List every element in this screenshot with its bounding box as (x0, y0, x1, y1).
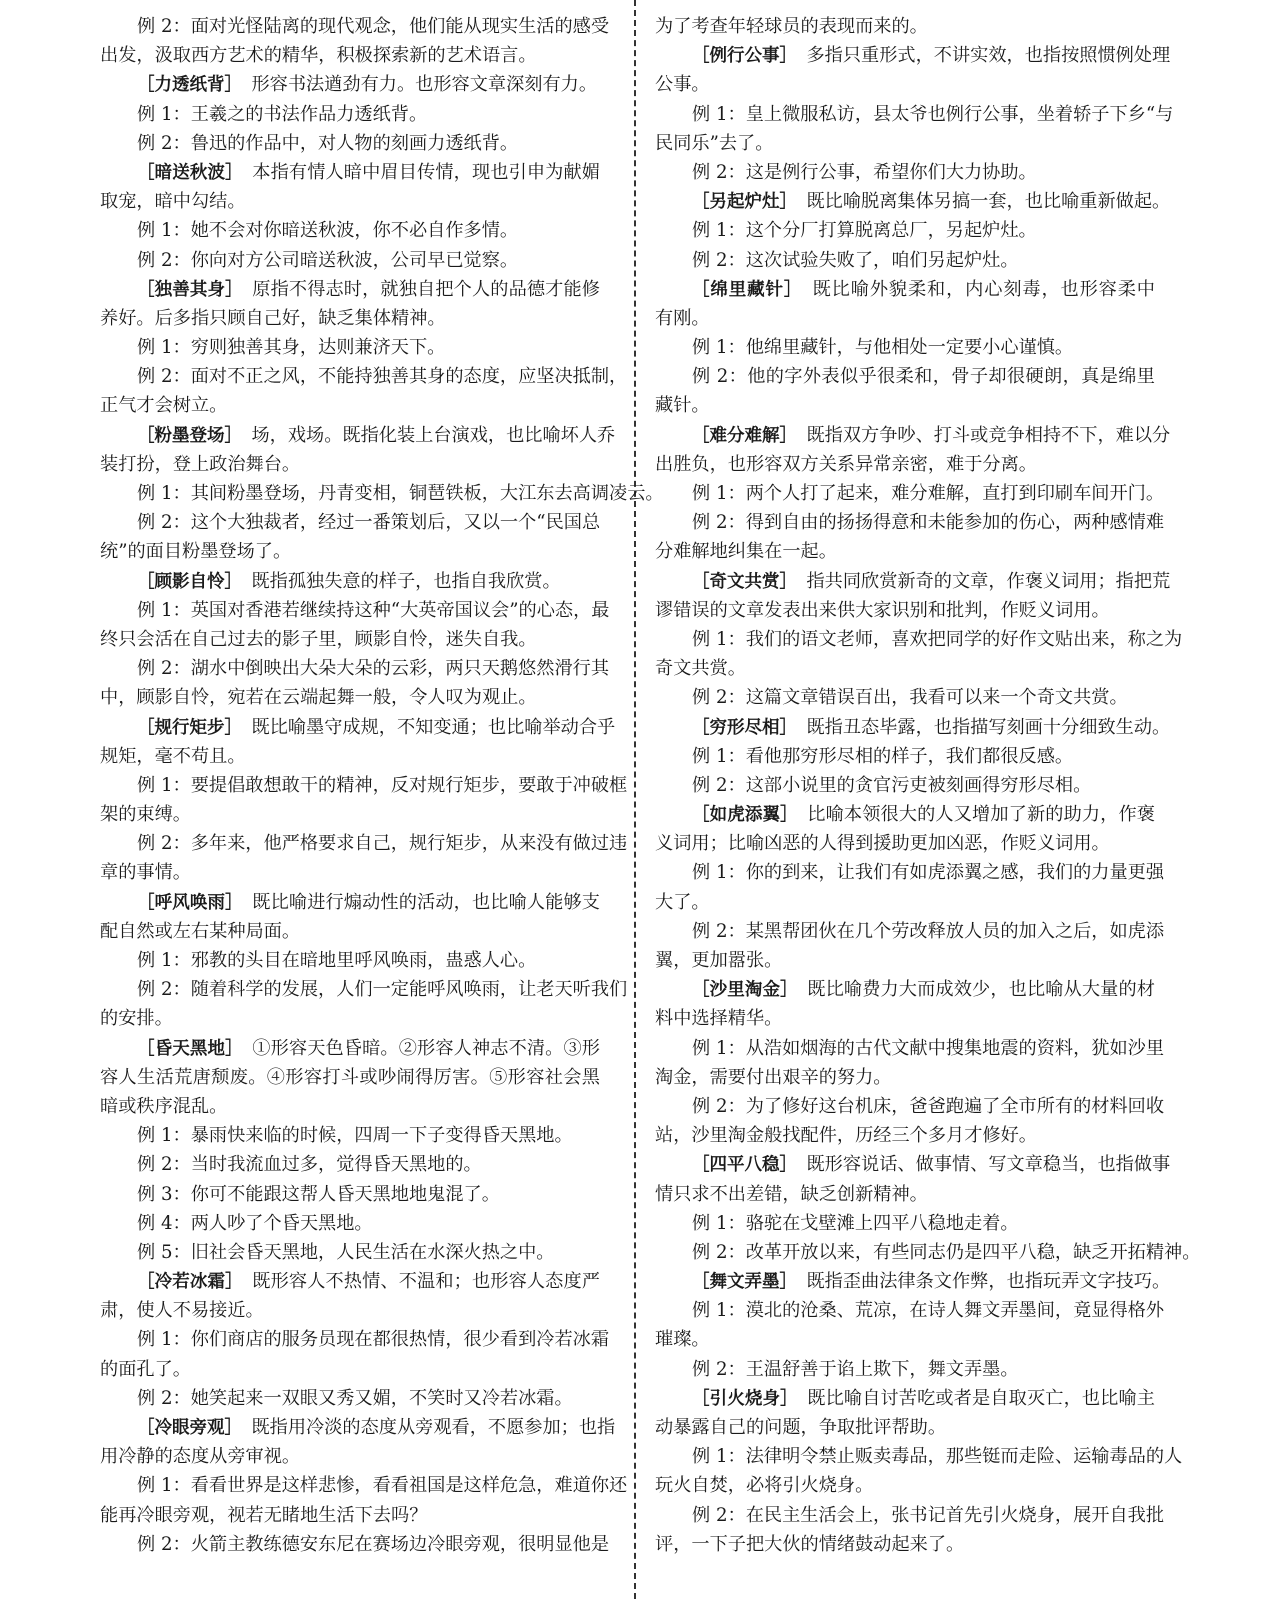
text-line (100, 975, 628, 1004)
line-text: 例 2：面对不正之风，不能持独善其身的态度，应坚决抵制， (137, 366, 628, 388)
line-text: 例 2：某黑帮团伙在几个劳改释放人员的加入之后，如虎添 (692, 920, 1165, 942)
text-line (100, 1413, 616, 1442)
text-line (100, 41, 600, 70)
text-line (100, 1325, 610, 1354)
line-text: 既比喻进行煽动性的活动，也比喻人能够支 (233, 891, 600, 913)
text-line (655, 450, 1155, 479)
line-text: 指共同欣赏新奇的文章，作褒义词用；指把荒 (788, 570, 1171, 592)
text-line (100, 1384, 600, 1413)
line-text: 璀璨。 (655, 1329, 710, 1351)
line-text: 大了。 (655, 891, 710, 913)
text-line (100, 421, 616, 450)
text-line (100, 537, 600, 566)
line-text: 形容书法遒劲有力。也形容文章深刻有力。 (233, 74, 598, 96)
text-line (655, 129, 1155, 158)
left-column (100, 12, 664, 1559)
line-text: 例 1：我们的语文老师，喜欢把同学的好作文贴出来，称之为 (692, 628, 1183, 650)
line-text: 例 1：看他那穷形尽相的样子，我们都很反感。 (692, 745, 1074, 767)
line-text: 例 2：多年来，他严格要求自己，规行矩步，从来没有做过违 (137, 833, 628, 855)
idiom-headword: ［引火烧身］ (692, 1388, 789, 1409)
text-line (655, 70, 1155, 99)
line-text: 规矩，毫不苟且。 (100, 745, 246, 767)
idiom-headword: ［如虎添翼］ (692, 805, 789, 826)
line-text: 为了考查年轻球员的表现而来的。 (655, 16, 928, 37)
text-line (655, 187, 1171, 216)
line-text: 既指用冷淡的态度从旁观看，不愿参加；也指 (233, 1417, 616, 1438)
text-line (655, 917, 1165, 946)
text-line (100, 1296, 600, 1325)
text-line (100, 596, 610, 625)
idiom-headword: ［顾影自怜］ (137, 571, 234, 592)
line-text: 例 1：穷则独善其身，达则兼济天下。 (137, 337, 446, 359)
line-text: 例 2：王温舒善于谄上欺下，舞文弄墨。 (692, 1358, 1019, 1380)
idiom-headword: ［呼风唤雨］ (137, 892, 234, 913)
text-line (655, 946, 1155, 975)
line-text: 取宠，暗中勾结。 (100, 191, 246, 213)
idiom-headword: ［冷若冰霜］ (137, 1272, 234, 1293)
line-text: 既形容说话、做事情、写文章稳当，也指做事 (788, 1154, 1171, 1176)
line-text: 公事。 (655, 74, 710, 96)
text-line (100, 70, 600, 99)
text-line (100, 1355, 600, 1384)
line-text: 出胜负，也形容双方关系异常亲密，难于分离。 (655, 453, 1037, 475)
line-text: 统”的面目粉墨登场了。 (100, 541, 292, 563)
text-line (100, 1121, 600, 1150)
line-text: 例 4：两人吵了个昏天黑地。 (137, 1212, 373, 1234)
text-line (655, 742, 1155, 771)
line-text: 多指只重形式，不讲实效，也指按照惯例处理 (788, 45, 1171, 67)
text-line (100, 654, 610, 683)
text-line (655, 596, 1155, 625)
text-line (655, 1501, 1165, 1530)
text-line (655, 421, 1171, 450)
idiom-headword: ［冷眼旁观］ (137, 1418, 234, 1438)
text-line (655, 1092, 1165, 1121)
line-text: 本指有情人暗中眉目传情，现也引申为献媚 (233, 161, 600, 183)
line-text: 例 2：面对光怪陆离的现代观念，他们能从现实生活的感受 (137, 16, 610, 37)
line-text: 暗或秩序混乱。 (100, 1095, 228, 1117)
line-text: 既指歪曲法律条文作弊，也指玩弄文字技巧。 (788, 1271, 1171, 1293)
idiom-headword: ［绵里藏针］ (692, 279, 794, 300)
text-line (100, 800, 600, 829)
text-line (655, 1150, 1171, 1179)
line-text: 动暴露自己的问题，争取批评帮助。 (655, 1417, 947, 1438)
text-line (655, 1209, 1155, 1238)
text-line (655, 1355, 1155, 1384)
text-line (655, 1530, 1155, 1559)
text-line (100, 1034, 600, 1063)
line-text: 既指孤独失意的样子，也指自我欣赏。 (233, 570, 561, 592)
text-line (100, 625, 600, 654)
text-line (100, 246, 600, 275)
text-line (655, 333, 1155, 362)
line-text: 例 2：这是例行公事，希望你们大力协助。 (692, 161, 1037, 183)
line-text: 例 2：这次试验失败了，咱们另起炉灶。 (692, 249, 1019, 271)
text-line (100, 917, 600, 946)
line-text: 能再冷眼旁观，视若无睹地生活下去吗？ (100, 1504, 428, 1526)
line-text: 玩火自焚，必将引火烧身。 (655, 1475, 874, 1497)
line-text: 例 2：鲁迅的作品中，对人物的刻画力透纸背。 (137, 132, 519, 154)
text-line (655, 41, 1171, 70)
idiom-headword: ［独善其身］ (137, 279, 234, 300)
line-text: 章的事情。 (100, 862, 191, 884)
text-line (655, 713, 1171, 742)
text-line (655, 829, 1155, 858)
line-text: 例 5：旧社会昏天黑地，人民生活在水深火热之中。 (137, 1241, 555, 1263)
line-text: 例 2：火箭主教练德安东尼在赛场边冷眼旁观，很明显他是 (137, 1533, 610, 1555)
text-line (100, 1004, 600, 1033)
line-text: 例 2：随着科学的发展，人们一定能呼风唤雨，让老天听我们 (137, 979, 628, 1001)
line-text: 分难解地纠集在一起。 (655, 541, 837, 563)
line-text: 例 1：看看世界是这样悲惨，看看祖国是这样危急，难道你还 (137, 1475, 628, 1497)
line-text: 料中选择精华。 (655, 1008, 783, 1030)
line-text: 例 1：两个人打了起来，难分难解，直打到印刷车间开门。 (692, 483, 1165, 504)
text-line (655, 1180, 1155, 1209)
line-text: 既比喻自讨苦吃或者是自取灭亡，也比喻主 (788, 1387, 1155, 1409)
line-text: 例 2：为了修好这台机床，爸爸跑遍了全市所有的材料回收 (692, 1095, 1165, 1117)
line-text: 容人生活荒唐颓废。④形容打斗或吵闹得厉害。⑤形容社会黑 (100, 1066, 600, 1088)
text-line (100, 216, 600, 245)
text-line (655, 1413, 1155, 1442)
line-text: 场，戏场。既指化装上台演戏，也比喻坏人乔 (233, 424, 616, 446)
text-line (100, 1063, 600, 1092)
line-text: 例 1：她不会对你暗送秋波，你不必自作多情。 (137, 220, 519, 242)
line-text: 例 2：这个大独裁者，经过一番策划后，又以一个“民国总 (137, 512, 601, 534)
text-line (100, 1092, 600, 1121)
text-line (655, 1267, 1171, 1296)
text-line (100, 1530, 610, 1559)
line-text: 例 1：王羲之的书法作品力透纸背。 (137, 103, 428, 125)
line-text: 评，一下子把大伙的情绪鼓动起来了。 (655, 1533, 965, 1555)
text-line (655, 12, 1155, 41)
line-text: 藏针。 (655, 395, 710, 417)
line-text: 谬错误的文章发表出来供大家识别和批判，作贬义词用。 (655, 599, 1110, 621)
text-line (655, 1034, 1165, 1063)
idiom-headword: ［四平八稳］ (692, 1155, 789, 1176)
text-line (100, 1209, 600, 1238)
line-text: 的面孔了。 (100, 1358, 191, 1380)
idiom-headword: ［舞文弄墨］ (692, 1272, 789, 1293)
line-text: 的安排。 (100, 1008, 173, 1030)
text-line (100, 100, 600, 129)
text-line (655, 391, 1155, 420)
line-text: 情只求不出差错，缺乏创新精神。 (655, 1183, 928, 1205)
text-line (655, 800, 1155, 829)
line-text: 既比喻费力大而成效少，也比喻从大量的材 (788, 979, 1155, 1001)
line-text: 例 2：他的字外表似乎很柔和，骨子却很硬朗，真是绵里 (692, 366, 1155, 388)
text-line (655, 625, 1183, 654)
line-text: 例 1：从浩如烟海的古代文献中搜集地震的资料，犹如沙里 (692, 1037, 1165, 1059)
text-line (100, 1267, 600, 1296)
right-column (655, 12, 1201, 1559)
line-text: 装打扮，登上政治舞台。 (100, 453, 301, 475)
text-line (100, 158, 600, 187)
line-text: 原指不得志时，就独自把个人的品德才能修 (233, 278, 600, 300)
text-line (100, 858, 600, 887)
line-text: 例 2：你向对方公司暗送秋波，公司早已觉察。 (137, 249, 519, 271)
line-text: 既比喻外貌柔和，内心刻毒，也形容柔中 (793, 278, 1155, 300)
text-line (100, 742, 600, 771)
text-line (655, 771, 1155, 800)
idiom-headword: ［昏天黑地］ (137, 1038, 234, 1059)
line-text: 中，顾影自怜，宛若在云端起舞一般，令人叹为观止。 (100, 687, 537, 709)
text-line (655, 1238, 1201, 1267)
text-line (655, 216, 1155, 245)
text-line (655, 654, 1155, 683)
line-text: 例 1：骆驼在戈壁滩上四平八稳地走着。 (692, 1212, 1019, 1234)
line-text: 出发，汲取西方艺术的精华，积极探索新的艺术语言。 (100, 45, 537, 67)
line-text: 正气才会树立。 (100, 395, 228, 417)
idiom-headword: ［穷形尽相］ (692, 717, 789, 738)
line-text: ①形容天色昏暗。②形容人神志不清。③形 (233, 1037, 600, 1059)
idiom-headword: ［力透纸背］ (137, 75, 234, 96)
line-text: 例 2：她笑起来一双眼又秀又媚，不笑时又冷若冰霜。 (137, 1387, 573, 1409)
idiom-headword: ［规行矩步］ (137, 717, 234, 738)
text-line (100, 1180, 600, 1209)
text-line (100, 450, 600, 479)
text-line (655, 1384, 1155, 1413)
line-text: 例 1：漠北的沧桑、荒凉，在诗人舞文弄墨间，竟显得格外 (692, 1300, 1165, 1322)
text-line (100, 508, 600, 537)
text-line (100, 946, 600, 975)
text-line (655, 362, 1155, 391)
text-line (100, 683, 600, 712)
text-line (655, 304, 1155, 333)
line-text: 肃，使人不易接近。 (100, 1300, 264, 1322)
text-line (100, 391, 600, 420)
line-text: 例 1：皇上微服私访，县太爷也例行公事，坐着轿子下乡“与 (692, 103, 1174, 125)
line-text: 例 1：这个分厂打算脱离总厂，另起炉灶。 (692, 220, 1037, 242)
text-line (100, 479, 664, 508)
line-text: 终只会活在自己过去的影子里，顾影自怜，迷失自我。 (100, 628, 537, 650)
line-text: 比喻本领很大的人又增加了新的助力，作褒 (788, 804, 1155, 826)
text-line (655, 683, 1155, 712)
line-text: 例 2：改革开放以来，有些同志仍是四平八稳，缺乏开拓精神。 (692, 1241, 1201, 1263)
idiom-headword: ［暗送秋波］ (137, 162, 234, 183)
text-line (100, 129, 600, 158)
line-text: 例 1：他绵里藏针，与他相处一定要小心谨慎。 (692, 337, 1074, 359)
text-line (655, 888, 1155, 917)
text-line (655, 1325, 1155, 1354)
line-text: 有刚。 (655, 307, 710, 329)
line-text: 例 1：英国对香港若继续持这种“大英帝国议会”的心态，最 (137, 599, 610, 621)
idiom-headword: ［难分难解］ (692, 425, 789, 446)
text-line (100, 333, 600, 362)
line-text: 架的束缚。 (100, 804, 191, 826)
line-text: 例 2：湖水中倒映出大朵大朵的云彩，两只天鹅悠然滑行其 (137, 658, 610, 680)
text-line (100, 1150, 600, 1179)
line-text: 例 2：当时我流血过多，觉得昏天黑地的。 (137, 1154, 482, 1176)
text-line (100, 1442, 600, 1471)
text-line (100, 713, 616, 742)
text-line (100, 187, 600, 216)
line-text: 既比喻脱离集体另搞一套，也比喻重新做起。 (788, 191, 1171, 213)
line-text: 例 1：其间粉墨登场，丹青变相，铜琶铁板，大江东去高调凌云。 (137, 483, 664, 504)
line-text: 例 2：得到自由的扬扬得意和未能参加的伤心，两种感情难 (692, 512, 1165, 534)
text-line (100, 1471, 628, 1500)
text-line (655, 479, 1165, 508)
line-text: 养好。后多指只顾自己好，缺乏集体精神。 (100, 307, 446, 329)
text-line (100, 567, 600, 596)
line-text: 配自然或左右某种局面。 (100, 920, 301, 942)
line-text: 例 1：邪教的头目在暗地里呼风唤雨，蛊惑人心。 (137, 950, 537, 971)
line-text: 例 1：暴雨快来临的时候，四周一下子变得昏天黑地。 (137, 1125, 573, 1147)
line-text: 用冷静的态度从旁审视。 (100, 1446, 301, 1468)
line-text: 例 1：你的到来，让我们有如虎添翼之感，我们的力量更强 (692, 862, 1165, 884)
text-line (655, 537, 1155, 566)
line-text: 例 2：这篇文章错误百出，我看可以来一个奇文共赏。 (692, 687, 1128, 709)
text-line (100, 304, 600, 333)
text-line (655, 246, 1155, 275)
line-text: 例 2：在民主生活会上，张书记首先引火烧身，展开自我批 (692, 1504, 1165, 1526)
line-text: 既形容人不热情、不温和；也形容人态度严 (233, 1271, 600, 1293)
idiom-headword: ［例行公事］ (692, 46, 789, 67)
idiom-headword: ［奇文共赏］ (692, 571, 789, 592)
text-line (655, 975, 1155, 1004)
text-line (655, 100, 1174, 129)
text-line (100, 888, 600, 917)
text-line (655, 1442, 1183, 1471)
text-line (655, 158, 1155, 187)
text-line (655, 275, 1155, 304)
line-text: 民同乐”去了。 (655, 132, 774, 154)
text-line (100, 12, 610, 41)
line-text: 例 1：你们商店的服务员现在都很热情，很少看到冷若冰霜 (137, 1329, 610, 1351)
text-line (100, 362, 628, 391)
line-text: 既指丑态毕露，也指描写刻画十分细致生动。 (788, 716, 1171, 738)
text-line (100, 771, 628, 800)
text-line (655, 567, 1171, 596)
text-line (100, 1501, 600, 1530)
text-line (655, 1296, 1165, 1325)
text-line (655, 1004, 1155, 1033)
idiom-headword: ［另起炉灶］ (692, 192, 789, 213)
column-divider (634, 0, 636, 1599)
line-text: 例 3：你可不能跟这帮人昏天黑地地鬼混了。 (137, 1183, 500, 1205)
text-line (655, 1063, 1155, 1092)
idiom-headword: ［沙里淘金］ (692, 980, 789, 1001)
text-line (655, 1471, 1155, 1500)
idiom-headword: ［粉墨登场］ (137, 425, 234, 446)
line-text: 义词用；比喻凶恶的人得到援助更加凶恶，作贬义词用。 (655, 833, 1110, 855)
text-line (100, 829, 628, 858)
text-line (655, 1121, 1155, 1150)
text-line (655, 508, 1165, 537)
text-line (100, 1238, 600, 1267)
line-text: 淘金，需要付出艰辛的努力。 (655, 1066, 892, 1088)
text-line (655, 858, 1165, 887)
line-text: 例 2：这部小说里的贪官污吏被刻画得穷形尽相。 (692, 774, 1092, 796)
line-text: 既指双方争吵、打斗或竞争相持不下，难以分 (788, 424, 1171, 446)
line-text: 翼，更加嚣张。 (655, 950, 783, 971)
line-text: 例 1：法律明令禁止贩卖毒品，那些铤而走险、运输毒品的人 (692, 1446, 1183, 1468)
line-text: 奇文共赏。 (655, 658, 746, 680)
line-text: 站，沙里淘金般找配件，历经三个多月才修好。 (655, 1125, 1037, 1147)
line-text: 例 1：要提倡敢想敢干的精神，反对规行矩步，要敢于冲破框 (137, 774, 628, 796)
line-text: 既比喻墨守成规，不知变通；也比喻举动合乎 (233, 716, 616, 738)
text-line (100, 275, 600, 304)
